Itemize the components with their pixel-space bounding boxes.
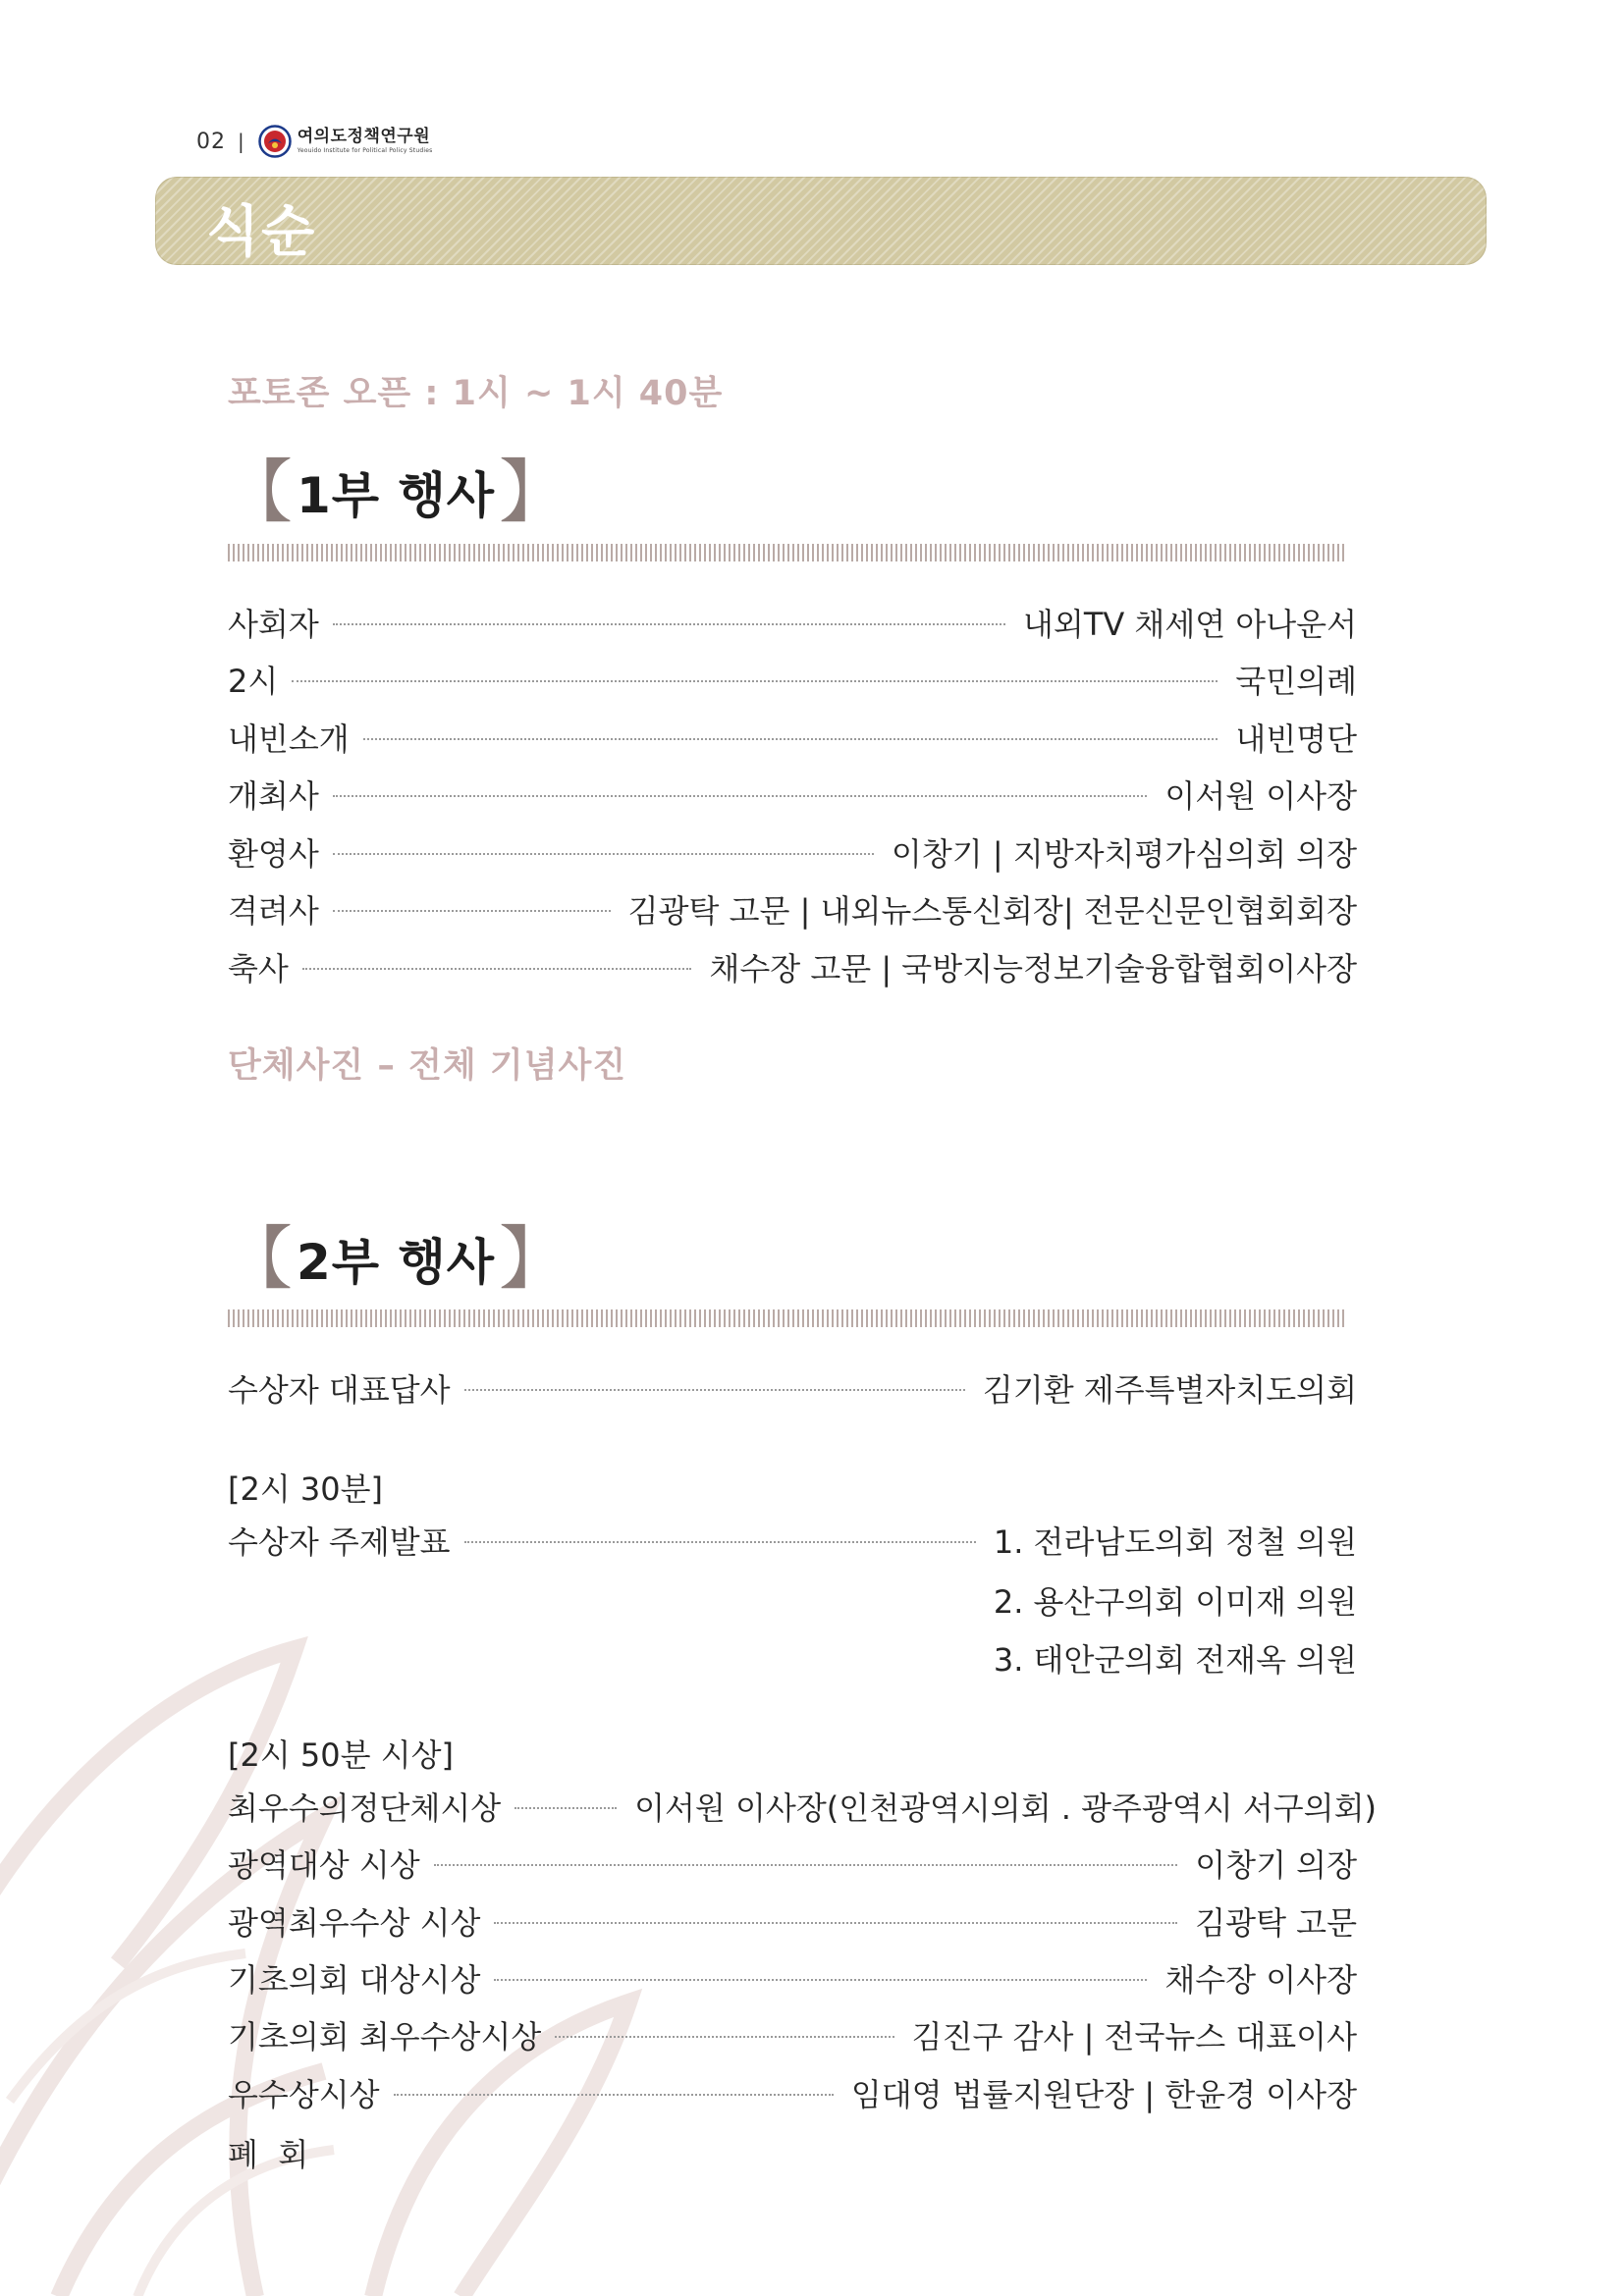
dot-leader bbox=[302, 968, 692, 970]
bracket-left-icon: 【 bbox=[224, 452, 293, 532]
time-marker: [2시 50분 시상] bbox=[228, 1736, 455, 1774]
row-value: 김광탁 고문 | 내외뉴스통신회장| 전문신문인협회회장 bbox=[627, 892, 1357, 930]
row-value: 채수장 이사장 bbox=[1164, 1961, 1357, 1999]
row-value: 1. 전라남도의회 정철 의원 bbox=[993, 1523, 1357, 1561]
part2-heading bbox=[224, 1218, 568, 1299]
dot-leader bbox=[292, 680, 1218, 682]
row-value: 이서원 이사장(인천광역시의회 . 광주광역시 서구의회) bbox=[634, 1789, 1377, 1827]
row-label: 수상자 주제발표 bbox=[228, 1523, 451, 1561]
program-row bbox=[228, 832, 1357, 872]
row-value: 채수장 고문 | 국방지능정보기술융합협회이사장 bbox=[709, 950, 1357, 988]
program-row bbox=[228, 1787, 1377, 1826]
row-value: 국민의례 bbox=[1235, 663, 1357, 700]
presentation-item: 3. 태안군의회 전재옥 의원 bbox=[993, 1641, 1357, 1679]
bracket-right-icon: 】 bbox=[499, 452, 568, 532]
presentation-item: 2. 용산구의회 이미재 의원 bbox=[993, 1583, 1357, 1621]
dot-leader bbox=[434, 1864, 1178, 1866]
dot-leader bbox=[464, 1389, 965, 1391]
row-value: 내빈명단 bbox=[1235, 721, 1357, 758]
row-label: 내빈소개 bbox=[228, 721, 350, 758]
dot-leader bbox=[394, 2094, 834, 2096]
logo-name: 여의도정책연구원 bbox=[297, 127, 431, 146]
row-label: 사회자 bbox=[228, 606, 319, 643]
row-value: 김광탁 고문 bbox=[1195, 1904, 1357, 1942]
row-value: 이창기 의장 bbox=[1195, 1846, 1357, 1884]
dot-leader bbox=[494, 1979, 1147, 1981]
row-label: 기초의회 대상시상 bbox=[228, 1961, 481, 1999]
program-row bbox=[228, 1368, 1357, 1408]
closing-item: 폐 회 bbox=[228, 2136, 309, 2173]
program-row bbox=[228, 660, 1357, 699]
page-title: 식순 bbox=[206, 200, 317, 264]
row-label: 개최사 bbox=[228, 777, 319, 815]
row-label: 기초의회 최우수상시상 bbox=[228, 2018, 542, 2056]
part1-heading bbox=[224, 452, 568, 532]
row-label: 환영사 bbox=[228, 835, 319, 873]
row-value: 내외TV 채세연 아나운서 bbox=[1023, 606, 1357, 643]
program-row bbox=[228, 947, 1357, 987]
institute-logo bbox=[298, 129, 433, 154]
program-row bbox=[228, 718, 1357, 757]
row-value: 이창기 | 지방자치평가심의회 의장 bbox=[891, 835, 1357, 873]
dot-leader bbox=[333, 853, 874, 855]
photo-zone-note: 포토존 오픈 : 1시 ~ 1시 40분 bbox=[228, 374, 724, 413]
dot-leader bbox=[333, 623, 1005, 625]
row-label: 격려사 bbox=[228, 892, 319, 930]
row-label: 광역대상 시상 bbox=[228, 1846, 420, 1884]
row-label: 최우수의정단체시상 bbox=[228, 1789, 502, 1827]
part2-title: 2부 행사 bbox=[297, 1234, 496, 1291]
row-value: 김진구 감사 | 전국뉴스 대표이사 bbox=[911, 2018, 1357, 2056]
program-row bbox=[228, 1901, 1357, 1941]
program-row bbox=[228, 2015, 1357, 2055]
dot-leader bbox=[464, 1541, 976, 1543]
dot-leader bbox=[555, 2036, 893, 2038]
program-row bbox=[228, 1958, 1357, 1998]
part1-divider bbox=[228, 544, 1347, 561]
group-photo-note: 단체사진 – 전체 기념사진 bbox=[228, 1046, 627, 1086]
program-row bbox=[228, 1843, 1357, 1883]
dot-leader bbox=[514, 1807, 617, 1809]
program-row bbox=[228, 889, 1357, 929]
program-row bbox=[228, 603, 1357, 642]
row-value: 이서원 이사장 bbox=[1164, 777, 1357, 815]
row-value: 임대영 법률지원단장 | 한윤경 이사장 bbox=[850, 2076, 1357, 2113]
part1-title: 1부 행사 bbox=[297, 467, 496, 524]
page-header bbox=[196, 124, 432, 159]
row-value: 김기환 제주특별자치도의회 bbox=[982, 1371, 1357, 1409]
institute-emblem-icon bbox=[258, 125, 292, 158]
program-row bbox=[228, 774, 1357, 814]
bracket-left-icon: 【 bbox=[224, 1218, 293, 1299]
row-label: 축사 bbox=[228, 950, 289, 988]
row-label: 수상자 대표답사 bbox=[228, 1371, 451, 1409]
row-label: 우수상시상 bbox=[228, 2076, 380, 2113]
dot-leader bbox=[363, 738, 1218, 740]
row-label: 광역최우수상 시상 bbox=[228, 1904, 481, 1942]
program-row bbox=[228, 1521, 1357, 1560]
page-number: 02 bbox=[196, 129, 226, 154]
program-row bbox=[228, 2073, 1357, 2112]
time-marker: [2시 30분] bbox=[228, 1470, 384, 1508]
part2-divider bbox=[228, 1309, 1347, 1327]
bracket-right-icon: 】 bbox=[499, 1218, 568, 1299]
logo-subtitle: Yeouido Institute for Political Policy Studies bbox=[297, 147, 433, 154]
page-separator: | bbox=[238, 130, 244, 153]
row-label: 2시 bbox=[228, 663, 279, 700]
dot-leader bbox=[333, 795, 1148, 797]
dot-leader bbox=[333, 910, 611, 912]
title-banner bbox=[155, 177, 1487, 265]
dot-leader bbox=[494, 1922, 1177, 1924]
